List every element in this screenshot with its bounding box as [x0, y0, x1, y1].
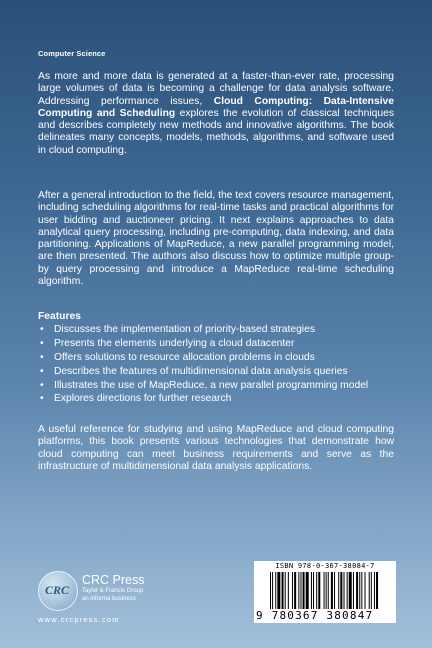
paragraph-1-rest: explores the evolution of classical techniques and describes completely new methods and innovative algorithms. The book delineates many concepts, models, methods, algorithms, and software used in cloud computing. [38, 107, 394, 156]
features-list [38, 324, 394, 407]
logo-text: CRC [44, 583, 69, 597]
barcode-icon [270, 572, 380, 609]
feature-item: • Illustrates the use of MapReduce, a new parallel programming model [38, 380, 394, 392]
description-paragraph-1 [38, 71, 394, 157]
description-paragraph-3: A useful reference for studying and using MapReduce and cloud computing platforms, this book presents various technologies that demonstrate how cloud computing can meet business requirements and serve as the infrastructure of multidimensional data analysis applications. [38, 424, 394, 472]
feature-item: • Describes the features of multidimensional data analysis queries [38, 366, 394, 378]
category-label: Computer Science [38, 49, 106, 58]
publisher-group: Taylor & Francis Group [82, 588, 144, 594]
paragraph-1-intro: As more and more data is generated at a faster-than-ever rate, processing large volumes of data is becoming a challenge for data analysis software. Addressing performance issues, [38, 71, 394, 107]
feature-item: • Offers solutions to resource allocation problems in clouds [38, 352, 394, 364]
publisher-name: CRC Press [82, 573, 145, 587]
barcode-number: 9 780367 380847 [256, 609, 374, 622]
barcode-box [254, 561, 396, 623]
book-title-inline: Cloud Computing: Data-Intensive Computing and Scheduling [38, 95, 395, 119]
features-heading: Features [38, 311, 81, 322]
publisher-block [38, 571, 188, 623]
feature-item: • Discusses the implementation of priority-based strategies [38, 324, 394, 336]
publisher-business: an informa business [82, 596, 136, 602]
feature-item: • Explores directions for further research [38, 393, 394, 405]
description-paragraph-2: After a general introduction to the field, the text covers resource management, including scheduling algorithms for real-time tasks and practical algorithms for user bidding and auctioneer pricing. It next explains approaches to data analytical query processing, including pre-computing, data indexing, and data partitioning. Applications of MapReduce, a new parallel programming model, are then presented. The authors also discuss how to optimize multiple group-by query processing and introduce a MapReduce real-time scheduling algorithm. [38, 190, 394, 288]
feature-item: • Presents the elements underlying a cloud datacenter [38, 338, 394, 350]
publisher-website: www.crcpress.com [38, 615, 120, 624]
isbn-label: ISBN 978-0-367-38084-7 [275, 562, 375, 570]
